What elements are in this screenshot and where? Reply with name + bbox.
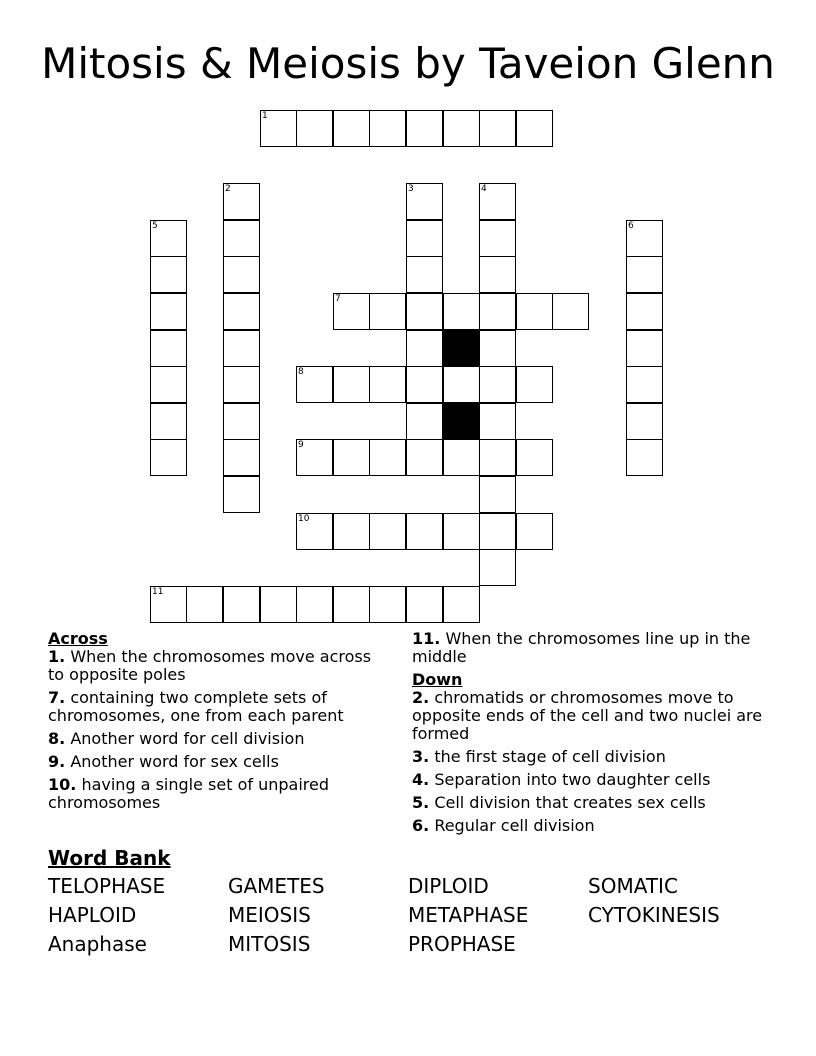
crossword-cell[interactable] bbox=[479, 549, 516, 586]
clue-number-label: 3 bbox=[408, 184, 414, 194]
down-clue bbox=[412, 771, 772, 789]
word-bank-word: TELOPHASE bbox=[48, 874, 166, 898]
across-clues-column bbox=[48, 630, 388, 817]
word-bank-word: GAMETES bbox=[228, 874, 325, 898]
clue-text: When the chromosomes move across to opposite poles bbox=[48, 647, 372, 684]
crossword-cell[interactable] bbox=[479, 403, 516, 440]
crossword-black-cell bbox=[443, 330, 480, 367]
across-clue bbox=[48, 753, 388, 771]
crossword-cell[interactable] bbox=[223, 439, 260, 476]
clue-number: 11. bbox=[412, 629, 441, 648]
crossword-cell[interactable] bbox=[223, 183, 260, 220]
crossword-cell[interactable] bbox=[150, 293, 187, 330]
clue-number-label: 10 bbox=[298, 514, 310, 524]
word-bank-word: DIPLOID bbox=[408, 874, 489, 898]
crossword-cell[interactable] bbox=[406, 403, 443, 440]
crossword-cell[interactable] bbox=[516, 439, 553, 476]
across-clue bbox=[48, 776, 388, 812]
crossword-cell[interactable] bbox=[296, 439, 333, 476]
clue-number: 4. bbox=[412, 770, 430, 789]
word-bank-title: Word Bank bbox=[48, 846, 171, 870]
down-clue bbox=[412, 689, 772, 743]
crossword-cell[interactable] bbox=[406, 330, 443, 367]
crossword-cell[interactable] bbox=[150, 439, 187, 476]
word-bank-word: MITOSIS bbox=[228, 932, 311, 956]
clue-text: containing two complete sets of chromosomes, one from each parent bbox=[48, 688, 344, 725]
crossword-cell[interactable] bbox=[223, 293, 260, 330]
clue-number-label: 4 bbox=[481, 184, 487, 194]
clue-text: Regular cell division bbox=[434, 816, 595, 835]
crossword-cell[interactable] bbox=[150, 330, 187, 367]
crossword-cell[interactable] bbox=[150, 586, 187, 623]
crossword-cell[interactable] bbox=[443, 293, 480, 330]
clue-number: 6. bbox=[412, 816, 430, 835]
down-heading: Down bbox=[412, 670, 463, 689]
clue-text: Another word for sex cells bbox=[70, 752, 279, 771]
clue-number-label: 7 bbox=[335, 294, 341, 304]
crossword-cell[interactable] bbox=[333, 439, 370, 476]
crossword-cell[interactable] bbox=[479, 110, 516, 147]
crossword-cell[interactable] bbox=[186, 586, 223, 623]
crossword-cell[interactable] bbox=[150, 256, 187, 293]
clue-number-label: 8 bbox=[298, 367, 304, 377]
crossword-cell[interactable] bbox=[333, 586, 370, 623]
clue-number-label: 11 bbox=[152, 587, 164, 597]
crossword-cell[interactable] bbox=[406, 586, 443, 623]
crossword-cell[interactable] bbox=[369, 110, 406, 147]
crossword-cell[interactable] bbox=[296, 513, 333, 550]
crossword-cell[interactable] bbox=[479, 183, 516, 220]
word-bank-word: MEIOSIS bbox=[228, 903, 311, 927]
crossword-cell[interactable] bbox=[479, 513, 516, 550]
crossword-cell[interactable] bbox=[552, 293, 589, 330]
crossword-cell[interactable] bbox=[260, 586, 297, 623]
crossword-cell[interactable] bbox=[406, 110, 443, 147]
crossword-cell[interactable] bbox=[406, 220, 443, 257]
word-bank-word: CYTOKINESIS bbox=[588, 903, 720, 927]
clue-number: 7. bbox=[48, 688, 66, 707]
crossword-cell[interactable] bbox=[626, 293, 663, 330]
crossword-cell[interactable] bbox=[150, 366, 187, 403]
down-clue bbox=[412, 794, 772, 812]
crossword-cell[interactable] bbox=[333, 513, 370, 550]
crossword-cell[interactable] bbox=[479, 293, 516, 330]
crossword-cell[interactable] bbox=[406, 513, 443, 550]
clue-number-label: 1 bbox=[262, 111, 268, 121]
clue-number: 10. bbox=[48, 775, 77, 794]
clue-number: 5. bbox=[412, 793, 430, 812]
crossword-cell[interactable] bbox=[479, 220, 516, 257]
crossword-cell[interactable] bbox=[626, 330, 663, 367]
crossword-cell[interactable] bbox=[223, 403, 260, 440]
crossword-cell[interactable] bbox=[443, 586, 480, 623]
down-clue bbox=[412, 817, 772, 835]
clue-text: Cell division that creates sex cells bbox=[434, 793, 706, 812]
across-clue bbox=[48, 730, 388, 748]
crossword-cell[interactable] bbox=[626, 403, 663, 440]
word-bank-word: METAPHASE bbox=[408, 903, 529, 927]
crossword-cell[interactable] bbox=[150, 403, 187, 440]
crossword-cell[interactable] bbox=[369, 366, 406, 403]
crossword-cell[interactable] bbox=[369, 439, 406, 476]
crossword-cell[interactable] bbox=[223, 256, 260, 293]
word-bank-word: HAPLOID bbox=[48, 903, 137, 927]
clue-number: 3. bbox=[412, 747, 430, 766]
crossword-cell[interactable] bbox=[443, 110, 480, 147]
clue-number: 1. bbox=[48, 647, 66, 666]
clue-text: Another word for cell division bbox=[70, 729, 305, 748]
crossword-cell[interactable] bbox=[479, 439, 516, 476]
crossword-cell[interactable] bbox=[516, 366, 553, 403]
across-clue bbox=[48, 648, 388, 684]
crossword-cell[interactable] bbox=[443, 513, 480, 550]
crossword-cell[interactable] bbox=[406, 293, 443, 330]
down-clue bbox=[412, 748, 772, 766]
crossword-cell[interactable] bbox=[223, 586, 260, 623]
crossword-cell[interactable] bbox=[333, 110, 370, 147]
clue-number-label: 6 bbox=[628, 221, 634, 231]
clue-number: 9. bbox=[48, 752, 66, 771]
word-bank-word: PROPHASE bbox=[408, 932, 516, 956]
crossword-cell[interactable] bbox=[516, 110, 553, 147]
crossword-cell[interactable] bbox=[406, 183, 443, 220]
down-clues-column bbox=[412, 630, 772, 840]
crossword-cell[interactable] bbox=[296, 366, 333, 403]
crossword-cell[interactable] bbox=[223, 366, 260, 403]
crossword-cell[interactable] bbox=[333, 366, 370, 403]
crossword-cell[interactable] bbox=[369, 586, 406, 623]
crossword-cell[interactable] bbox=[479, 366, 516, 403]
crossword-cell[interactable] bbox=[406, 256, 443, 293]
clue-number-label: 2 bbox=[225, 184, 231, 194]
crossword-cell[interactable] bbox=[443, 439, 480, 476]
crossword-cell[interactable] bbox=[626, 366, 663, 403]
crossword-cell[interactable] bbox=[223, 330, 260, 367]
crossword-cell[interactable] bbox=[369, 513, 406, 550]
clue-number: 8. bbox=[48, 729, 66, 748]
clue-number-label: 9 bbox=[298, 440, 304, 450]
crossword-cell[interactable] bbox=[479, 256, 516, 293]
crossword-cell[interactable] bbox=[516, 513, 553, 550]
crossword-cell[interactable] bbox=[296, 110, 333, 147]
crossword-cell[interactable] bbox=[479, 330, 516, 367]
word-bank-word: Anaphase bbox=[48, 932, 147, 956]
clue-number-label: 5 bbox=[152, 221, 158, 231]
crossword-cell[interactable] bbox=[260, 110, 297, 147]
crossword-cell[interactable] bbox=[223, 220, 260, 257]
crossword-cell[interactable] bbox=[626, 439, 663, 476]
crossword-black-cell bbox=[443, 403, 480, 440]
crossword-cell[interactable] bbox=[626, 256, 663, 293]
clue-number: 2. bbox=[412, 688, 430, 707]
crossword-cell[interactable] bbox=[443, 366, 480, 403]
crossword-cell[interactable] bbox=[479, 476, 516, 513]
crossword-cell[interactable] bbox=[516, 293, 553, 330]
clue-text: the first stage of cell division bbox=[434, 747, 666, 766]
clue-text: Separation into two daughter cells bbox=[434, 770, 711, 789]
crossword-cell[interactable] bbox=[296, 586, 333, 623]
clue-text: When the chromosomes line up in the middle bbox=[412, 629, 751, 666]
crossword-cell[interactable] bbox=[369, 293, 406, 330]
across-clue bbox=[48, 689, 388, 725]
clue-text: chromatids or chromosomes move to opposite ends of the cell and two nuclei are formed bbox=[412, 688, 763, 743]
crossword-cell[interactable] bbox=[223, 476, 260, 513]
across-heading: Across bbox=[48, 629, 108, 648]
word-bank-word: SOMATIC bbox=[588, 874, 678, 898]
crossword-cell[interactable] bbox=[406, 366, 443, 403]
clue-text: having a single set of unpaired chromosomes bbox=[48, 775, 329, 812]
crossword-cell[interactable] bbox=[150, 220, 187, 257]
crossword-cell[interactable] bbox=[333, 293, 370, 330]
page-title: Mitosis & Meiosis by Taveion Glenn bbox=[41, 39, 775, 88]
across-clue bbox=[412, 630, 772, 666]
crossword-cell[interactable] bbox=[626, 220, 663, 257]
crossword-cell[interactable] bbox=[406, 439, 443, 476]
